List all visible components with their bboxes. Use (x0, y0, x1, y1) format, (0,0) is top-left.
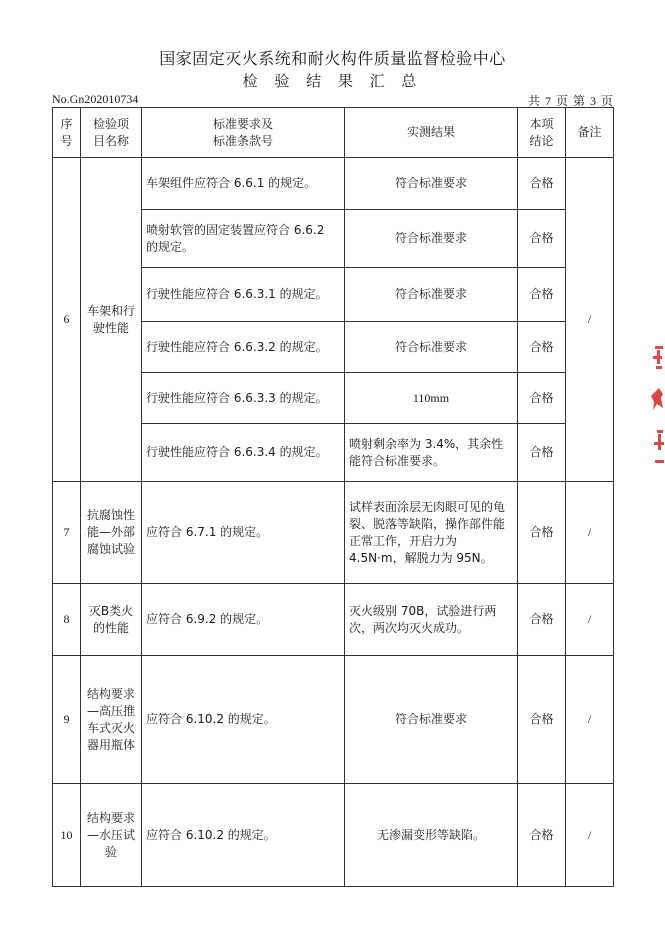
conclusion-cell: 合格 (518, 784, 566, 887)
result-cell: 灭火级别 70B，试验进行两次，两次均灭火成功。 (345, 584, 518, 656)
item-name: 结构要求—水压试验 (81, 784, 142, 887)
col-header-conclusion: 本项 结论 (518, 108, 566, 158)
item-number: 10 (53, 784, 81, 887)
conclusion-cell: 合格 (518, 158, 566, 210)
standard-cell: 应符合 6.9.2 的规定。 (142, 584, 345, 656)
result-cell: 符合标准要求 (345, 158, 518, 210)
table-row (53, 656, 614, 784)
table-row (53, 584, 614, 656)
item-name: 车架和行驶性能 (81, 158, 142, 482)
table-row (53, 784, 614, 887)
meta-row (52, 92, 613, 108)
result-cell: 试样表面涂层无肉眼可见的龟裂、脱落等缺陷，操作部件能正常工作，开启力为 4.5N·m，解脱力为 95N。 (345, 482, 518, 584)
conclusion-cell: 合格 (518, 584, 566, 656)
standard-cell: 应符合 6.10.2 的规定。 (142, 784, 345, 887)
result-cell: 符合标准要求 (345, 268, 518, 322)
standard-cell: 应符合 6.10.2 的规定。 (142, 656, 345, 784)
conclusion-cell: 合格 (518, 268, 566, 322)
result-cell: 110mm (345, 373, 518, 424)
item-name: 抗腐蚀性能—外部腐蚀试验 (81, 482, 142, 584)
standard-cell: 车架组件应符合 6.6.1 的规定。 (142, 158, 345, 210)
result-cell: 无渗漏变形等缺陷。 (345, 784, 518, 887)
item-number: 9 (53, 656, 81, 784)
standard-cell: 喷射软管的固定装置应符合 6.6.2 的规定。 (142, 210, 345, 268)
col-header-standard: 标准要求及 标准条款号 (142, 108, 345, 158)
result-cell: 喷射剩余率为 3.4%，其余性能符合标准要求。 (345, 424, 518, 482)
conclusion-cell: 合格 (518, 210, 566, 268)
table-row (53, 158, 614, 210)
standard-cell: 行驶性能应符合 6.6.3.2 的规定。 (142, 322, 345, 373)
report-number: No.Gn202010734 (52, 92, 139, 106)
page-indicator: 共 7 页 第 3 页 (527, 94, 613, 108)
standard-cell: 应符合 6.7.1 的规定。 (142, 482, 345, 584)
org-title: 国家固定灭火系统和耐火构件质量监督检验中心 (159, 49, 506, 68)
standard-cell: 行驶性能应符合 6.6.3.3 的规定。 (142, 373, 345, 424)
remark-cell: / (566, 158, 614, 482)
item-name: 结构要求—高压推车式灭火器用瓶体 (81, 656, 142, 784)
standard-cell: 行驶性能应符合 6.6.3.4 的规定。 (142, 424, 345, 482)
conclusion-cell: 合格 (518, 482, 566, 584)
item-number: 6 (53, 158, 81, 482)
conclusion-cell: 合格 (518, 656, 566, 784)
conclusion-cell: 合格 (518, 373, 566, 424)
result-cell: 符合标准要求 (345, 322, 518, 373)
standard-cell: 行驶性能应符合 6.6.3.1 的规定。 (142, 268, 345, 322)
col-header-no: 序 号 (53, 108, 81, 158)
item-number: 7 (53, 482, 81, 584)
item-number: 8 (53, 584, 81, 656)
col-header-remark: 备注 (566, 108, 614, 158)
table-header-row (53, 108, 614, 158)
table-row (53, 482, 614, 584)
col-header-result: 实测结果 (345, 108, 518, 158)
page-title: 检 验 结 果 汇 总 (242, 72, 423, 90)
remark-cell: / (566, 656, 614, 784)
conclusion-cell: 合格 (518, 424, 566, 482)
remark-cell: / (566, 584, 614, 656)
result-cell: 符合标准要求 (345, 210, 518, 268)
col-header-item: 检验项 目名称 (81, 108, 142, 158)
results-table (52, 107, 614, 887)
remark-cell: / (566, 784, 614, 887)
conclusion-cell: 合格 (518, 322, 566, 373)
remark-cell: / (566, 482, 614, 584)
result-cell: 符合标准要求 (345, 656, 518, 784)
seal-stamp-icon (645, 338, 665, 468)
item-name: 灭B类火的性能 (81, 584, 142, 656)
